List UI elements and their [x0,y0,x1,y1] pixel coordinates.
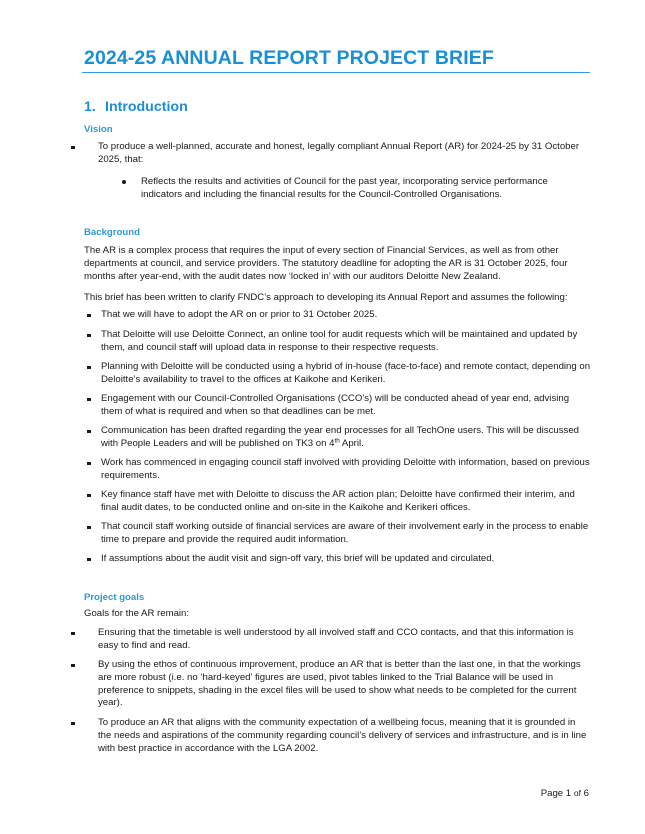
background-heading: Background [84,227,140,238]
round-bullet-icon [122,180,126,184]
bullet-icon [87,314,91,318]
section-heading [84,99,188,115]
bullet-icon [71,146,75,150]
document-title: 2024-25 ANNUAL REPORT PROJECT BRIEF [84,47,494,69]
ordinal-suffix: th [334,437,340,445]
project-goals-heading: Project goals [84,592,145,603]
bullet-icon [87,398,91,402]
vision-sub-item-text: Reflects the results and activities of Council for the past year, incorporating service performance indicators and including the financial results for the Council-Controlled Organisations. [141,176,548,200]
page-of-label: of [573,788,581,798]
bullet-icon [87,430,91,434]
bullet-icon [87,334,91,338]
section-number: 1. [84,99,96,115]
background-intro: This brief has been written to clarify FNDC’s approach to developing its Annual Report and assumes the following: [84,292,568,303]
bullet-icon [87,558,91,562]
page-total: 6 [583,788,589,799]
page-label: Page [540,788,564,799]
bullet-icon [87,366,91,370]
assumption-text: That we will have to adopt the AR on or prior to 31 October 2025. [101,309,378,320]
goal-text: To produce an AR that aligns with the community expectation of a wellbeing focus, meaning that it is grounded in the needs and aspirations of the community regarding council’s delivery of services and infrastructure, and is in line with best practice in accordance with the LGA 2002. [98,717,587,754]
communication-text-end: April. [339,437,364,449]
page-number: 1 [565,788,572,799]
bullet-icon [87,494,91,498]
assumption-text: If assumptions about the audit visit and sign-off vary, this brief will be updated and circulated. [101,553,495,564]
section-title: Introduction [105,99,188,115]
vision-heading: Vision [84,124,113,135]
bullet-icon [71,722,75,726]
assumption-text: Work has commenced in engaging council staff involved with providing Deloitte with information, based on previous requirements. [101,457,590,481]
assumption-text: That Deloitte will use Deloitte Connect, an online tool for audit requests which will be maintained and updated by them, and council staff will upload data in response to their respective requests. [101,329,578,353]
assumption-text: Planning with Deloitte will be conducted using a hybrid of in-house (face-to-face) and remote contact, depending on Deloitte’s availability to travel to the offices at Kaikohe and Kerikeri. [101,361,591,385]
assumption-text: That council staff working outside of financial services are aware of their involvement early in the process to enable time to prepare and provide the required audit information. [101,521,589,545]
bullet-icon [87,462,91,466]
background-paragraph: The AR is a complex process that requires the input of every section of Financial Services, as well as from other departments at council, and service providers. The statutory deadline for adopting the AR is 31 October 2025, four months after year-end, with the audit dates now ‘locked in’ with our auditors Deloitte New Zealand. [84,245,568,282]
bullet-icon [87,526,91,530]
project-goals-intro: Goals for the AR remain: [84,608,190,619]
page-footer [541,788,589,799]
goal-text: By using the ethos of continuous improvement, produce an AR that is better than the last one, in that the workings are more robust (i.e. no ‘hard-keyed’ figures are used, pivot tables linked to the Trial Balance will be used in preference to snippets, shading in the excel files will be used to show what needs to be completed for the current year). [98,659,581,709]
assumption-text: Key finance staff have met with Deloitte to discuss the AR action plan; Deloitte have confirmed their interim, and final audit dates, to be conducted online and on-site in the Kaikohe and Kerikeri offices. [101,489,575,513]
communication-text: Communication has been drafted regarding the year end processes for all TechOne users. This will be discussed with People Leaders and will be published on TK3 on 4 [101,425,579,449]
bullet-icon [71,632,75,636]
goal-text: Ensuring that the timetable is well understood by all involved staff and CCO contacts, and that this information is easy to find and read. [98,627,574,651]
bullet-icon [71,664,75,668]
assumption-text: Engagement with our Council-Controlled Organisations (CCO’s) will be conducted ahead of year end, advising them of what is required and when so that deadlines can be met. [101,393,570,417]
assumption-text [101,425,591,451]
vision-item-text: To produce a well-planned, accurate and honest, legally compliant Annual Report (AR) for 2024-25 by 31 October 2025, that: [98,141,580,165]
title-underline [82,72,590,73]
